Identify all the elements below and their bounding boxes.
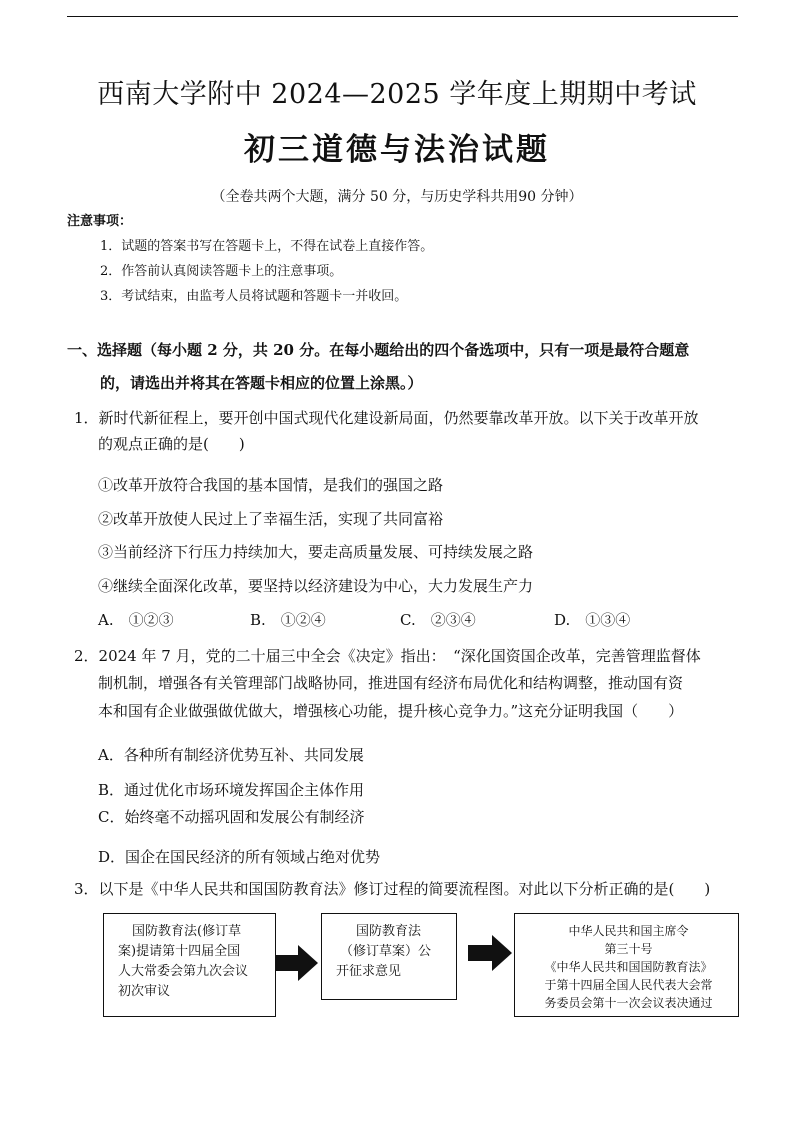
flow-box3-line: 中华人民共和国主席令 [568, 924, 689, 938]
q2-option-d: D．国企在国民经济的所有领域占绝对优势 [98, 848, 381, 866]
q2-option-b: B．通过优化市场环境发挥国企主体作用 [98, 781, 365, 799]
q1-statement-2: ②改革开放使人民过上了幸福生活，实现了共同富裕 [98, 510, 444, 528]
exam-note: （全卷共两个大题，满分 50 分，与历史学科共用90 分钟） [211, 189, 583, 205]
flow-box2-line: 开征求意见 [336, 964, 402, 979]
q1-statement-1: ①改革开放符合我国的基本国情，是我们的强国之路 [98, 476, 444, 494]
flow-arrow-1 [276, 945, 320, 981]
q1-option-c: C. ②③④ [400, 611, 476, 629]
flow-box1-line: 人大常委会第九次会议 [118, 964, 249, 979]
q1-option-b: B. ①②④ [250, 611, 326, 629]
flow-box2-line: 国防教育法 [356, 924, 422, 939]
flow-box1-line: 国防教育法(修订草 [132, 924, 242, 939]
q1-stem-line1: 1．新时代新征程上，要开创中国式现代化建设新局面，仍然要靠改革开放。以下关于改革开放 [74, 409, 699, 427]
notice-heading: 注意事项： [67, 214, 133, 229]
section-title-line1: 一、选择题（每小题 2 分，共 20 分。在每小题给出的四个备选项中，只有一项是最符合题意 [67, 341, 690, 359]
flow-box-draft-review [103, 913, 276, 1017]
q2-stem-line3: 本和国有企业做强做优做大，增强核心功能，提升核心竞争力。”这充分证明我国（ ） [98, 702, 684, 720]
notice-item: 1．试题的答案书写在答题卡上，不得在试卷上直接作答。 [100, 239, 434, 254]
section-title-line2: 的，请选出并将其在答题卡相应的位置上涂黑。） [100, 374, 423, 392]
q1-statement-3: ③当前经济下行压力持续加大，要走高质量发展、可持续发展之路 [98, 543, 534, 561]
subject-title: 初三道德与法治试题 [244, 132, 550, 168]
flow-box3-line: 第三十号 [604, 942, 653, 956]
school-exam-title: 西南大学附中 2024—2025 学年度上期期中考试 [97, 79, 697, 110]
flow-box3-line: 《中华人民共和国国防教育法》 [544, 960, 713, 974]
flow-box3-line: 于第十四届全国人民代表大会常 [544, 978, 713, 992]
flow-box2-line: （修订草案）公 [340, 944, 432, 959]
q1-option-d: D. ①③④ [554, 611, 631, 629]
flow-box1-line: 初次审议 [118, 984, 171, 999]
notice-item: 2．作答前认真阅读答题卡上的注意事项。 [100, 264, 343, 279]
flow-box-law-passed [514, 913, 739, 1017]
flow-arrow-2 [468, 935, 514, 971]
q2-stem-line1: 2．2024 年 7 月，党的二十届三中全会《决定》指出： “深化国资国企改革，完善管理监督体 [74, 647, 701, 665]
q2-stem-line2: 制机制，增强各有关管理部门战略协同，推进国有经济布局优化和结构调整，推动国有资 [98, 674, 684, 692]
notice-item: 3．考试结束，由监考人员将试题和答题卡一并收回。 [100, 289, 408, 304]
q2-option-c: C．始终毫不动摇巩固和发展公有制经济 [98, 808, 365, 826]
flow-box1-line: 案)提请第十四届全国 [118, 944, 241, 959]
q1-stem-line2: 的观点正确的是( ) [98, 435, 245, 453]
q1-statement-4: ④继续全面深化改革，要坚持以经济建设为中心，大力发展生产力 [98, 577, 534, 595]
q3-stem-line1: 3．以下是《中华人民共和国国防教育法》修订过程的简要流程图。对此以下分析正确的是( ) [74, 880, 711, 898]
flow-box-public-comment [321, 913, 457, 1000]
q2-option-a: A．各种所有制经济优势互补、共同发展 [98, 746, 364, 764]
q1-option-a: A. ①②③ [98, 611, 174, 629]
flow-box3-line: 务委员会第十一次会议表决通过 [544, 996, 713, 1010]
top-rule [67, 16, 738, 17]
